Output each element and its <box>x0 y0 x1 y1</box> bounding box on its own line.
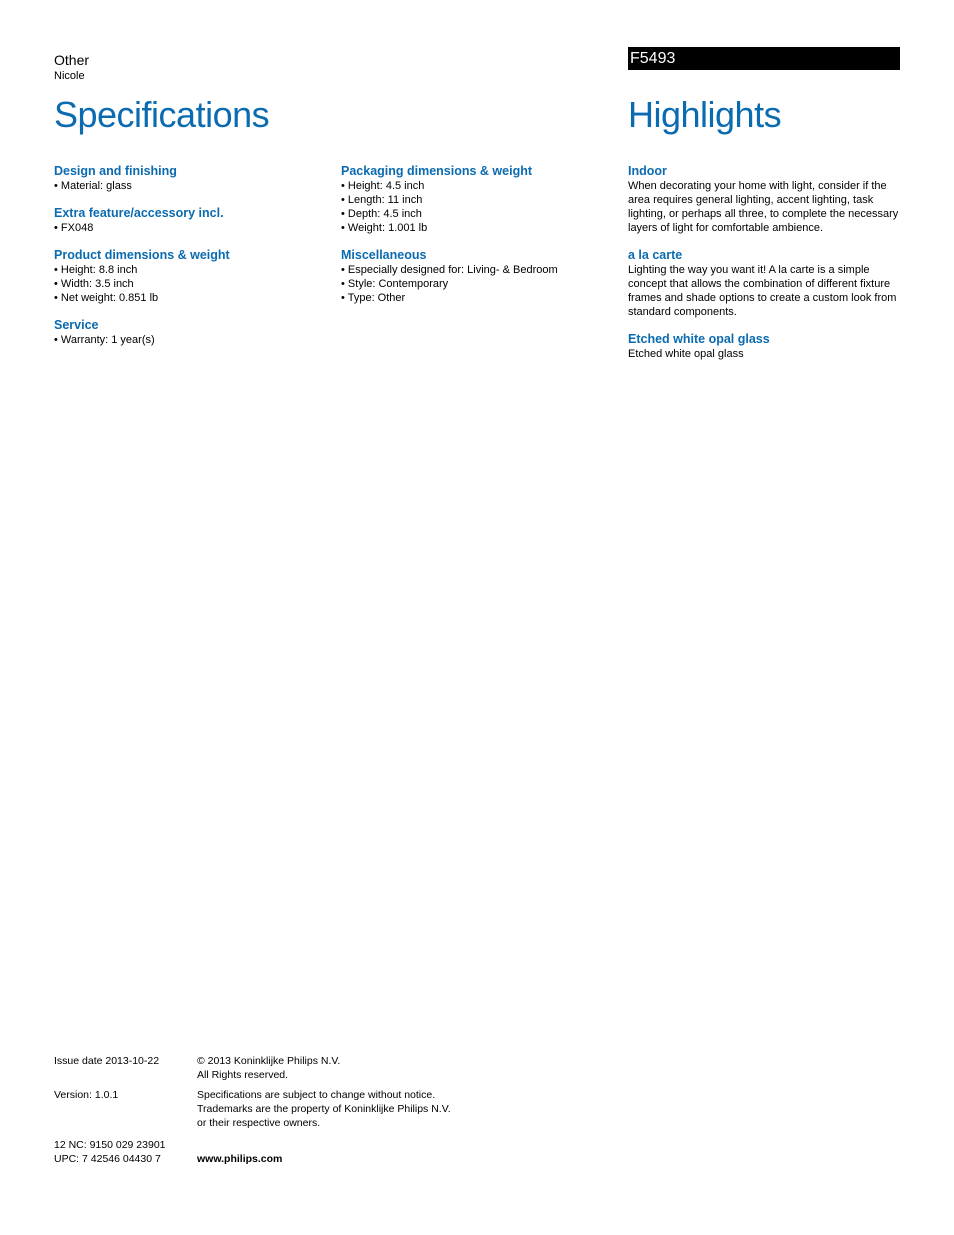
spec-item: • Length: 11 inch <box>341 193 611 207</box>
spec-item: • Weight: 1.001 lb <box>341 221 611 235</box>
product-category: Other <box>54 52 90 68</box>
spec-heading: Packaging dimensions & weight <box>341 164 533 178</box>
spec-item: • Width: 3.5 inch <box>54 277 324 291</box>
spec-section-packaging <box>341 164 611 235</box>
spec-heading: Extra feature/accessory incl. <box>54 206 224 220</box>
spec-heading: Miscellaneous <box>341 248 427 262</box>
spec-heading: Service <box>54 318 99 332</box>
product-name: Nicole <box>54 70 85 82</box>
highlight-heading: Indoor <box>628 164 667 178</box>
highlight-a-la-carte <box>628 248 903 319</box>
highlight-heading: Etched white opal glass <box>628 332 770 346</box>
spec-item: • FX048 <box>54 221 324 235</box>
specs-column-left <box>54 164 324 360</box>
footer-12nc: 12 NC: 9150 029 23901 <box>54 1139 166 1151</box>
footer-issue-date: Issue date 2013-10-22 <box>54 1055 160 1067</box>
spec-item: • Height: 8.8 inch <box>54 263 324 277</box>
footer-upc: UPC: 7 42546 04430 7 <box>54 1153 161 1165</box>
spec-heading: Product dimensions & weight <box>54 248 230 262</box>
highlight-etched-glass <box>628 332 903 361</box>
highlight-text: Lighting the way you want it! A la carte is a simple concept that allows the combination of different fixture frames and shade options to create a custom look from standard components. <box>628 264 897 318</box>
spec-item: • Height: 4.5 inch <box>341 179 611 193</box>
spec-section-miscellaneous <box>341 248 611 305</box>
spec-item: • Depth: 4.5 inch <box>341 207 611 221</box>
highlights-column <box>628 164 903 374</box>
spec-item: • Type: Other <box>341 291 611 305</box>
footer-rights: All Rights reserved. <box>197 1069 289 1081</box>
footer-notice-3: or their respective owners. <box>197 1117 321 1129</box>
model-number-bar <box>628 47 900 70</box>
spec-item: • Especially designed for: Living- & Bedroom <box>341 263 611 277</box>
footer-website-link[interactable]: www.philips.com <box>197 1153 283 1165</box>
spec-item: • Net weight: 0.851 lb <box>54 291 324 305</box>
spec-item: • Style: Contemporary <box>341 277 611 291</box>
footer-notice-1: Specifications are subject to change without notice. <box>197 1089 436 1101</box>
specs-column-right <box>341 164 611 318</box>
footer-notice-2: Trademarks are the property of Koninklijke Philips N.V. <box>197 1103 451 1115</box>
model-number: F5493 <box>630 50 676 67</box>
spec-section-service <box>54 318 324 347</box>
highlight-indoor <box>628 164 903 235</box>
footer-copyright: © 2013 Koninklijke Philips N.V. <box>197 1055 341 1067</box>
highlight-text: When decorating your home with light, consider if the area requires general lighting, accent lighting, task lighting, or perhaps all three, to complete the necessary layers of light for comfortable ambience. <box>628 180 899 234</box>
spec-section-product-dimensions <box>54 248 324 305</box>
specifications-title: Specifications <box>54 94 270 135</box>
highlight-text: Etched white opal glass <box>628 348 744 360</box>
spec-item: • Warranty: 1 year(s) <box>54 333 324 347</box>
highlight-heading: a la carte <box>628 248 683 262</box>
spec-section-extra <box>54 206 324 235</box>
spec-item: • Material: glass <box>54 179 324 193</box>
highlights-title: Highlights <box>628 94 782 135</box>
footer-version: Version: 1.0.1 <box>54 1089 119 1101</box>
spec-heading: Design and finishing <box>54 164 177 178</box>
spec-section-design <box>54 164 324 193</box>
